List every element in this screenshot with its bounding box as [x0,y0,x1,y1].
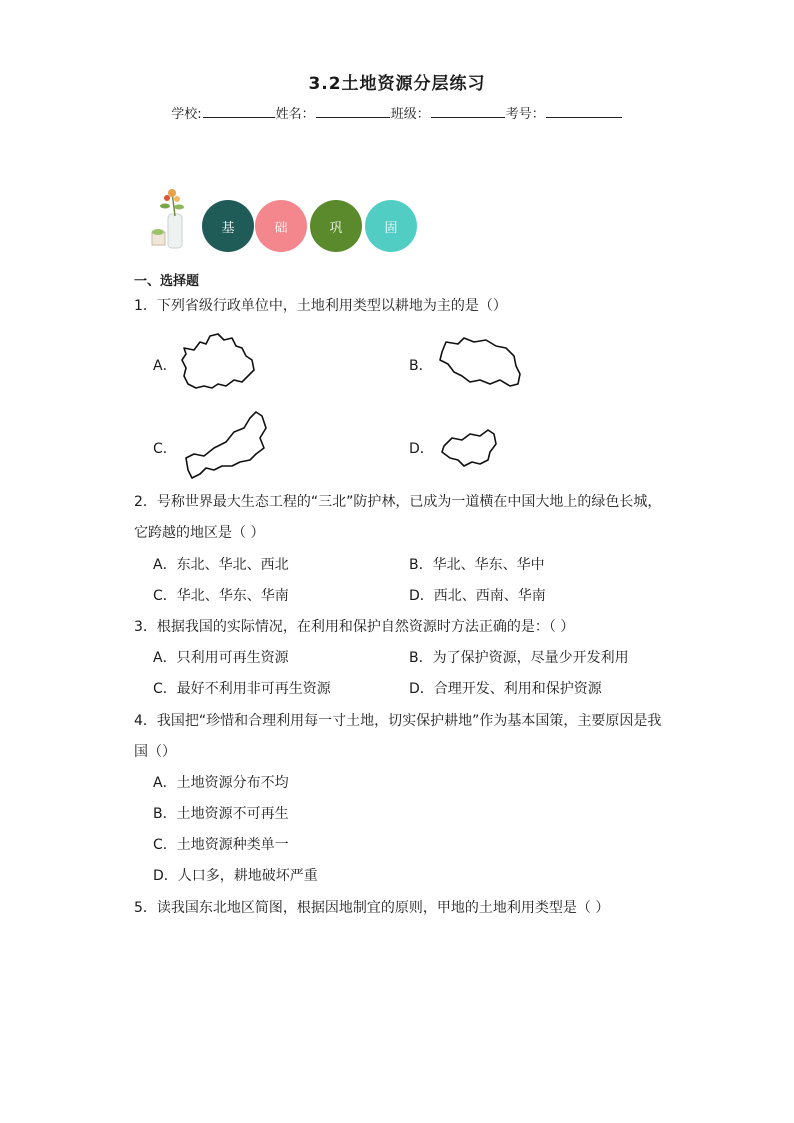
q1-option-a-label[interactable]: A． [153,358,177,374]
q3-option-d[interactable]: D．合理开发、利用和保护资源 [409,681,602,697]
q3-option-b[interactable]: B．为了保护资源，尽量少开发利用 [409,650,629,666]
q2-option-d[interactable]: D．西北、西南、华南 [409,588,546,604]
province-outline-d-icon [438,424,500,470]
q2-option-c[interactable]: C．华北、华东、华南 [153,588,289,604]
banner-circle-3: 巩 [310,200,362,252]
question-1-stem: 1．下列省级行政单位中，土地利用类型以耕地为主的是（） [134,298,507,314]
q4-option-a[interactable]: A．土地资源分布不均 [153,775,289,791]
name-blank[interactable] [316,104,390,118]
q3-option-a[interactable]: A．只利用可再生资源 [153,650,289,666]
question-4-stem-line2: 国（） [134,744,176,760]
question-2-stem-line1: 2．号称世界最大生态工程的“三北”防护林，已成为一道横在中国大地上的绿色长城， [134,494,662,510]
question-2-stem-line2: 它跨越的地区是（ ） [134,525,265,541]
banner-circle-2: 础 [255,200,307,252]
section-heading: 一、选择题 [134,274,200,289]
q4-option-c[interactable]: C．土地资源种类单一 [153,837,289,853]
province-outline-b-icon [434,334,524,394]
q1-option-d-label[interactable]: D． [409,441,434,457]
q4-option-b[interactable]: B．土地资源不可再生 [153,806,289,822]
province-outline-c-icon [180,406,272,482]
question-3-stem: 3．根据我国的实际情况，在利用和保护自然资源时方法正确的是：（ ） [134,619,575,635]
exam-no-blank[interactable] [546,104,622,118]
q3-option-c[interactable]: C．最好不利用非可再生资源 [153,681,331,697]
q1-option-c-label[interactable]: C． [153,441,177,457]
q2-option-a[interactable]: A．东北、华北、西北 [153,557,289,573]
exam-no-label: 考号： [505,107,545,122]
class-label: 班级： [390,107,430,122]
question-5-stem: 5．读我国东北地区简图，根据因地制宜的原则，甲地的土地利用类型是（ ） [134,900,610,916]
q1-option-b-label[interactable]: B． [409,358,433,374]
page-title: 3.2土地资源分层练习 [308,74,486,94]
banner-circle-4: 固 [365,200,417,252]
q2-option-b[interactable]: B．华北、华东、华中 [409,557,545,573]
name-label: 姓名： [275,107,315,122]
student-info-line [0,103,794,122]
class-blank[interactable] [431,104,505,118]
banner-circle-1: 基 [202,200,254,252]
school-blank[interactable] [203,104,275,118]
province-outline-a-icon [176,330,260,392]
school-label: 学校: [171,107,202,122]
question-4-stem-line1: 4．我国把“珍惜和合理利用每一寸土地，切实保护耕地”作为基本国策，主要原因是我 [134,713,662,729]
q4-option-d[interactable]: D．人口多，耕地破坏严重 [153,868,318,884]
plant-vase-icon [148,186,194,252]
